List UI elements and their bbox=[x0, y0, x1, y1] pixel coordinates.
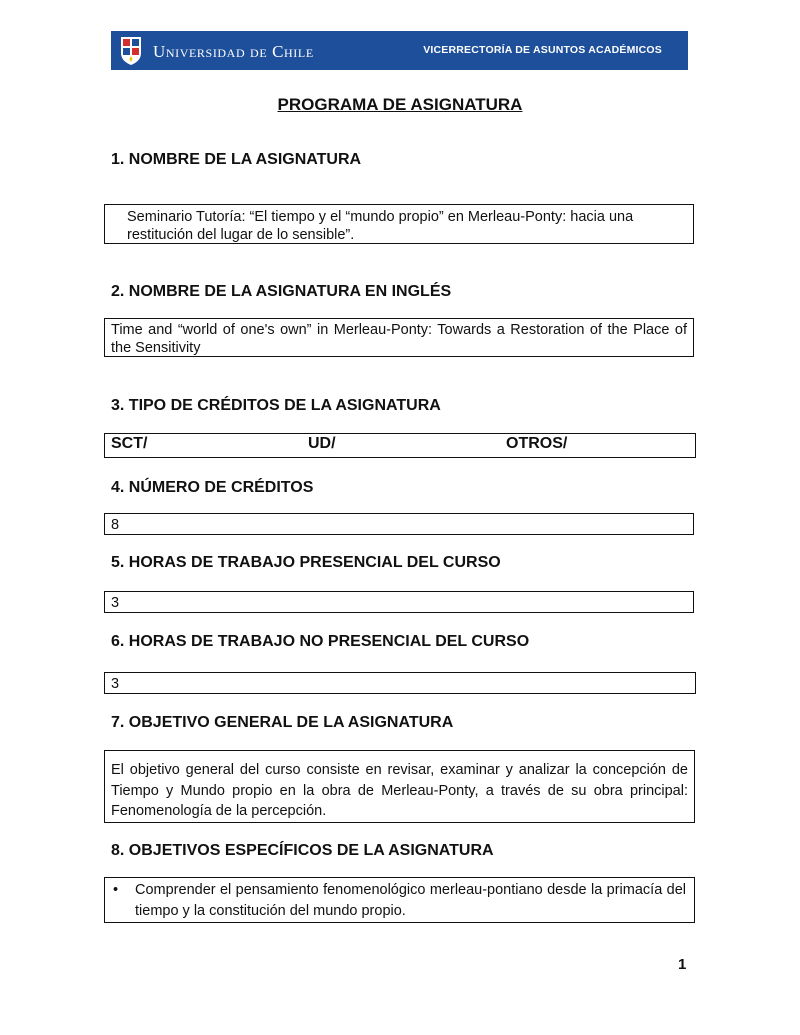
page-title: PROGRAMA DE ASIGNATURA bbox=[277, 95, 523, 114]
section-5-content: 3 bbox=[111, 595, 120, 611]
bullet-marker: • bbox=[113, 882, 119, 898]
section-3-heading: 3. TIPO DE CRÉDITOS DE LA ASIGNATURA bbox=[111, 397, 441, 414]
university-crest-icon bbox=[119, 35, 143, 66]
credit-type-sct: SCT/ bbox=[111, 435, 148, 452]
section-7-content: El objetivo general del curso consiste en revisar, examinar y analizar la concepción de Tiempo y Mundo propio en la obra de Merleau-Ponty, a través de su obra principal: Fenomenología de la percepción. bbox=[111, 762, 688, 819]
section-5-box bbox=[104, 591, 694, 613]
section-4-content: 8 bbox=[111, 517, 120, 533]
page-number: 1 bbox=[678, 956, 687, 973]
credit-type-ud: UD/ bbox=[308, 435, 336, 452]
credit-type-otros: OTROS/ bbox=[506, 435, 568, 452]
section-8-box bbox=[104, 877, 695, 923]
section-1-content: Seminario Tutoría: “El tiempo y el “mundo propio” en Merleau-Ponty: hacia una restitución del lugar de lo sensible”. bbox=[127, 209, 634, 243]
university-name: Universidad de Chile bbox=[153, 42, 314, 61]
section-1-box bbox=[104, 204, 694, 244]
section-4-heading: 4. NÚMERO DE CRÉDITOS bbox=[111, 479, 314, 496]
section-6-heading: 6. HORAS DE TRABAJO NO PRESENCIAL DEL CURSO bbox=[111, 633, 530, 650]
section-1-heading: 1. NOMBRE DE LA ASIGNATURA bbox=[111, 151, 362, 168]
section-6-box bbox=[104, 672, 696, 694]
section-8-content: Comprender el pensamiento fenomenológico merleau-pontiano desde la primacía del tiempo y la constitución del mundo propio. bbox=[135, 882, 686, 919]
section-7-box bbox=[104, 750, 695, 823]
section-5-heading: 5. HORAS DE TRABAJO PRESENCIAL DEL CURSO bbox=[111, 554, 501, 571]
section-4-box bbox=[104, 513, 694, 535]
section-2-box bbox=[104, 318, 694, 357]
section-8-heading: 8. OBJETIVOS ESPECÍFICOS DE LA ASIGNATURA bbox=[111, 842, 494, 859]
vicerrectoria-label: VICERRECTORÍA DE ASUNTOS ACADÉMICOS bbox=[423, 44, 662, 56]
section-6-content: 3 bbox=[111, 676, 120, 692]
section-7-heading: 7. OBJETIVO GENERAL DE LA ASIGNATURA bbox=[111, 714, 454, 731]
section-3-box bbox=[104, 433, 696, 458]
section-2-content: Time and “world of one's own” in Merleau-Ponty: Towards a Restoration of the Place of the Sensitivity bbox=[111, 322, 687, 356]
section-2-heading: 2. NOMBRE DE LA ASIGNATURA EN INGLÉS bbox=[111, 283, 452, 300]
header-banner bbox=[111, 31, 688, 70]
